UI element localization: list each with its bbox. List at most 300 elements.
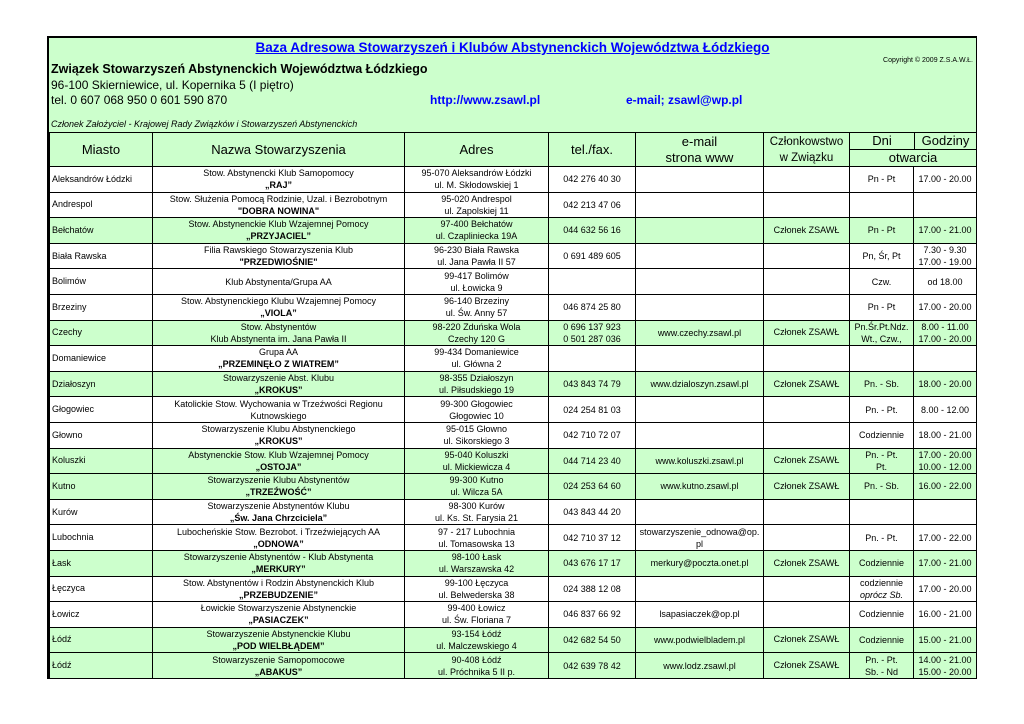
cell-line: 7.30 - 9.30 — [923, 245, 967, 256]
cell-line: 93-154 Łódź — [451, 628, 502, 639]
col-header-hours — [850, 133, 977, 167]
cell-days — [850, 397, 914, 423]
cell-line: Stow. Służenia Pomocą Rodzinie, Uzal. i Bezrobotnym — [169, 193, 388, 204]
cell-web[interactable] — [636, 346, 764, 372]
cell-membership: Członek ZSAWŁ — [764, 320, 850, 346]
cell-days — [850, 602, 914, 628]
cell-line: „KROKUS” — [254, 436, 303, 447]
cell-city: Łask — [50, 550, 153, 576]
cell-hours — [914, 448, 977, 474]
cell-line: 043 843 74 79 — [563, 379, 621, 390]
cell-line: 97-400 Bełchatów — [440, 219, 513, 230]
cell-line: Stow. Abstynencki Klub Samopomocy — [203, 168, 354, 179]
cell-membership: Członek ZSAWŁ — [764, 550, 850, 576]
cell-hours — [914, 167, 977, 193]
cell-city: Lubochnia — [50, 525, 153, 551]
cell-address — [405, 397, 549, 423]
cell-phone — [549, 192, 636, 218]
header-block — [49, 38, 976, 132]
cell-line: „KROKUS” — [254, 385, 303, 396]
cell-line: ul. Wilcza 5A — [450, 487, 503, 498]
cell-city: Bełchatów — [50, 218, 153, 244]
cell-line: 044 714 23 40 — [563, 455, 621, 466]
cell-hours — [914, 269, 977, 295]
cell-web[interactable] — [636, 397, 764, 423]
cell-line: 10.00 - 12.00 — [918, 461, 972, 472]
cell-membership — [764, 167, 850, 193]
cell-phone — [549, 550, 636, 576]
cell-line: lsapasiaczek@op.pl — [659, 609, 740, 620]
cell-line: 8.00 - 11.00 — [921, 321, 969, 332]
cell-hours — [914, 525, 977, 551]
cell-days — [850, 218, 914, 244]
cell-line: 16.00 - 21.00 — [918, 609, 972, 620]
cell-line: ul. Piłsudskiego 19 — [438, 385, 515, 396]
cell-membership — [764, 602, 850, 628]
table-row — [50, 550, 977, 576]
cell-phone — [549, 320, 636, 346]
cell-name — [153, 422, 405, 448]
spreadsheet — [47, 36, 977, 679]
cell-web[interactable] — [636, 167, 764, 193]
cell-phone — [549, 448, 636, 474]
cell-hours — [914, 397, 977, 423]
cell-days — [850, 422, 914, 448]
website-link[interactable]: http://www.zsawl.pl — [430, 93, 541, 107]
cell-days — [850, 294, 914, 320]
cell-days — [850, 192, 914, 218]
cell-hours — [914, 602, 977, 628]
cell-line: "PRZEDWIOŚNIE" — [239, 257, 318, 268]
table-row — [50, 346, 977, 372]
cell-line: www.podwielbladem.pl — [653, 634, 746, 645]
cell-days — [850, 474, 914, 500]
cell-address — [405, 320, 549, 346]
cell-line: 96-230 Biała Rawska — [433, 245, 520, 256]
col-header-days: Dni — [850, 133, 915, 149]
cell-line: Pn. - Sb. — [863, 379, 899, 390]
cell-line: 0 696 137 923 — [563, 321, 621, 332]
cell-line: 96-140 Brzeziny — [443, 296, 510, 307]
cell-address — [405, 576, 549, 602]
cell-phone — [549, 218, 636, 244]
cell-name — [153, 576, 405, 602]
cell-line: Lubocheńskie Stow. Bezrobot. i Trzeźwiejących AA — [176, 526, 381, 537]
table-row — [50, 627, 977, 653]
col-header-membership — [764, 133, 850, 167]
cell-line: 16.00 - 22.00 — [918, 481, 972, 492]
cell-line: ul. Malczewskiego 4 — [436, 640, 517, 651]
cell-city: Łódź — [50, 653, 153, 679]
cell-line: 17.00 - 20.00 — [918, 333, 972, 344]
table-row — [50, 653, 977, 679]
cell-line: 8.00 - 12.00 — [920, 404, 970, 415]
cell-days — [850, 499, 914, 525]
cell-line: Sb. - Nd — [864, 666, 898, 677]
col-header-opening: otwarcia — [888, 150, 938, 165]
cell-line: ul. M. Skłodowskiej 1 — [434, 180, 519, 191]
cell-line: Stowarzyszenie Klubu Abstynentów — [207, 475, 350, 486]
cell-name — [153, 653, 405, 679]
cell-line: ul. Główna 2 — [451, 359, 502, 370]
cell-line: 17.00 - 21.00 — [918, 558, 972, 569]
cell-web[interactable] — [636, 371, 764, 397]
cell-line: pl — [695, 538, 703, 549]
table-row — [50, 192, 977, 218]
cell-city: Domaniewice — [50, 346, 153, 372]
cell-line: 95-070 Aleksandrów Łódzki — [421, 168, 532, 179]
cell-address — [405, 525, 549, 551]
cell-line: „PRZEBUDZENIE” — [238, 589, 318, 600]
cell-line: 97 - 217 Lubochnia — [437, 526, 516, 537]
cell-line: „RAJ” — [264, 180, 292, 191]
cell-line: ul. Jana Pawła II 57 — [437, 257, 516, 268]
member-note: Członek Założyciel - Krajowej Rady Związków i Stowarzyszeń Abstynenckich — [51, 119, 358, 129]
cell-line: Stow. Abstynentów — [240, 321, 317, 332]
cell-phone — [549, 653, 636, 679]
cell-line: 14.00 - 21.00 — [918, 654, 972, 665]
cell-membership — [764, 525, 850, 551]
table-row — [50, 269, 977, 295]
cell-line: 042 276 40 30 — [563, 174, 621, 185]
cell-line: 95-040 Koluszki — [444, 449, 509, 460]
cell-line: www.czechy.zsawl.pl — [657, 327, 742, 338]
table-row — [50, 499, 977, 525]
cell-phone — [549, 576, 636, 602]
cell-name — [153, 627, 405, 653]
cell-address — [405, 269, 549, 295]
col-header-www-label: strona www — [665, 149, 734, 165]
cell-hours — [914, 576, 977, 602]
cell-address — [405, 294, 549, 320]
cell-address — [405, 602, 549, 628]
cell-line: 98-355 Działoszyn — [439, 373, 514, 384]
cell-line: ul. Łowicka 9 — [450, 282, 503, 293]
cell-phone — [549, 167, 636, 193]
cell-name — [153, 602, 405, 628]
cell-city: Biała Rawska — [50, 243, 153, 269]
table-row — [50, 525, 977, 551]
cell-line: 17.00 - 20.00 — [918, 449, 972, 460]
cell-membership — [764, 294, 850, 320]
cell-line: Katolickie Stow. Wychowania w Trzeźwości Regionu — [174, 398, 383, 409]
col-header-web — [636, 133, 764, 167]
cell-web[interactable] — [636, 269, 764, 295]
cell-line: 99-434 Domaniewice — [434, 347, 519, 358]
cell-line: 99-417 Bolimów — [444, 270, 509, 281]
cell-line: „PRZYJACIEL” — [245, 231, 311, 242]
cell-days — [850, 371, 914, 397]
organization-name: Związek Stowarzyszeń Abstynenckich Województwa Łódzkiego — [51, 62, 428, 76]
cell-web[interactable] — [636, 243, 764, 269]
organization-address: 96-100 Skierniewice, ul. Kopernika 5 (I piętro) — [51, 78, 294, 92]
cell-line: oprócz Sb. — [859, 589, 904, 600]
cell-name — [153, 320, 405, 346]
organization-phone: tel. 0 607 068 950 0 601 590 870 — [51, 93, 228, 107]
cell-line: 17.00 - 19.00 — [918, 257, 972, 268]
cell-web[interactable] — [636, 448, 764, 474]
cell-web[interactable] — [636, 550, 764, 576]
cell-days — [850, 550, 914, 576]
cell-line: ul. Warszawska 42 — [438, 564, 515, 575]
cell-line: 99-300 Głogowiec — [440, 398, 513, 409]
cell-line: „VIOLA” — [260, 308, 297, 319]
cell-web[interactable] — [636, 422, 764, 448]
cell-line: 024 388 12 08 — [563, 583, 621, 594]
cell-line: 17.00 - 20.00 — [918, 302, 972, 313]
cell-line: Stowarzyszenie Samopomocowe — [212, 654, 345, 665]
table-row — [50, 371, 977, 397]
cell-hours — [914, 294, 977, 320]
col-header-phone: tel./fax. — [549, 133, 636, 167]
cell-line: Pn - Pt — [867, 302, 896, 313]
cell-line: 0 691 489 605 — [563, 251, 621, 262]
cell-line: www.lodz.zsawl.pl — [663, 660, 736, 671]
cell-hours — [914, 218, 977, 244]
cell-line: www.dzialoszyn.zsawl.pl — [650, 379, 749, 390]
cell-hours — [914, 653, 977, 679]
table-row — [50, 397, 977, 423]
cell-line: www.kutno.zsawl.pl — [660, 481, 739, 492]
table-row — [50, 576, 977, 602]
cell-web[interactable] — [636, 653, 764, 679]
cell-hours — [914, 346, 977, 372]
cell-name — [153, 474, 405, 500]
cell-line: Klub Abstynenta/Grupa AA — [225, 276, 332, 287]
table-row — [50, 474, 977, 500]
cell-phone — [549, 525, 636, 551]
cell-phone — [549, 371, 636, 397]
table-row — [50, 167, 977, 193]
cell-address — [405, 499, 549, 525]
cell-city: Koluszki — [50, 448, 153, 474]
cell-line: 95-020 Andrespol — [441, 193, 512, 204]
cell-city: Kutno — [50, 474, 153, 500]
cell-city: Bolimów — [50, 269, 153, 295]
cell-membership — [764, 422, 850, 448]
cell-web[interactable] — [636, 525, 764, 551]
cell-line: Klub Abstynenta im. Jana Pawła II — [210, 333, 347, 344]
col-header-membership-label: Członkowstwo — [769, 135, 844, 148]
cell-line: 17.00 - 20.00 — [918, 583, 972, 594]
cell-line: „Św. Jana Chrzciciela” — [229, 513, 328, 524]
email-link[interactable]: e-mail; zsawl@wp.pl — [626, 93, 743, 107]
cell-membership — [764, 576, 850, 602]
cell-hours — [914, 192, 977, 218]
cell-address — [405, 627, 549, 653]
cell-line: Stowarzyszenie Abst. Klubu — [222, 373, 335, 384]
cell-line: ul. Zapolskiej 11 — [444, 205, 509, 216]
cell-name — [153, 192, 405, 218]
cell-line: 15.00 - 21.00 — [918, 634, 972, 645]
cell-line: Pn. - Pt. — [865, 532, 898, 543]
cell-days — [850, 243, 914, 269]
table-row — [50, 243, 977, 269]
cell-line: Kutnowskiego — [250, 410, 307, 421]
cell-web[interactable] — [636, 499, 764, 525]
cell-line: Abstynenckie Stow. Klub Wzajemnej Pomocy — [188, 449, 369, 460]
cell-line: 024 253 64 60 — [563, 481, 621, 492]
cell-line: 17.00 - 20.00 — [918, 174, 972, 185]
cell-membership: Członek ZSAWŁ — [764, 653, 850, 679]
cell-membership — [764, 346, 850, 372]
cell-line: od 18.00 — [927, 276, 963, 287]
cell-name — [153, 269, 405, 295]
cell-name — [153, 499, 405, 525]
cell-line: Pn, Śr, Pt — [862, 251, 901, 262]
cell-web[interactable] — [636, 294, 764, 320]
copyright: Copyright © 2009 Z.S.A.W.Ł. — [883, 57, 973, 64]
cell-line: Stowarzyszenie Abstynentów Klubu — [207, 501, 350, 512]
cell-name — [153, 167, 405, 193]
cell-line: Stow. Abstynenckie Klub Wzajemnej Pomocy — [188, 219, 369, 230]
cell-line: „ABAKUS” — [254, 666, 303, 677]
cell-name — [153, 371, 405, 397]
cell-line: ul. Sikorskiego 3 — [443, 436, 510, 447]
cell-name — [153, 448, 405, 474]
table-row — [50, 218, 977, 244]
cell-line: Stowarzyszenie Klubu Abstynenckiego — [201, 424, 356, 435]
cell-phone — [549, 346, 636, 372]
cell-line: 99-400 Łowicz — [447, 603, 506, 614]
cell-membership — [764, 243, 850, 269]
cell-membership: Członek ZSAWŁ — [764, 371, 850, 397]
cell-days — [850, 576, 914, 602]
cell-membership: Członek ZSAWŁ — [764, 474, 850, 500]
cell-city: Łęczyca — [50, 576, 153, 602]
cell-membership — [764, 499, 850, 525]
cell-city: Kurów — [50, 499, 153, 525]
cell-line: 042 639 78 42 — [563, 660, 621, 671]
cell-line: 046 874 25 80 — [563, 302, 621, 313]
cell-phone — [549, 397, 636, 423]
cell-line: 17.00 - 22.00 — [918, 532, 972, 543]
cell-line: Codziennie — [858, 634, 905, 645]
page-title[interactable]: Baza Adresowa Stowarzyszeń i Klubów Abstynenckich Województwa Łódzkiego — [255, 40, 770, 55]
cell-city: Działoszyn — [50, 371, 153, 397]
cell-hours — [914, 499, 977, 525]
cell-line: ul. Św. Floriana 7 — [441, 615, 512, 626]
cell-line: 18.00 - 20.00 — [918, 379, 972, 390]
cell-line: 99-300 Kutno — [449, 475, 504, 486]
table-row — [50, 422, 977, 448]
cell-address — [405, 653, 549, 679]
cell-line: 044 632 56 16 — [563, 225, 621, 236]
cell-address — [405, 550, 549, 576]
cell-hours — [914, 627, 977, 653]
cell-hours — [914, 371, 977, 397]
cell-line: 042 213 47 06 — [563, 199, 621, 210]
cell-hours — [914, 422, 977, 448]
cell-line: codziennie — [859, 577, 904, 588]
cell-hours — [914, 474, 977, 500]
cell-line: Pn.Śr.Pt.Ndz. — [854, 321, 909, 332]
col-header-email-label: e-mail — [681, 133, 718, 149]
col-header-union-label: w Związku — [779, 151, 834, 164]
cell-city: Brzeziny — [50, 294, 153, 320]
cell-line: Stow. Abstynentów i Rodzin Abstynenckich Klub — [182, 577, 375, 588]
cell-line: Stowarzyszenie Abstynentów - Klub Abstynenta — [183, 552, 374, 563]
cell-line: Codziennie — [858, 609, 905, 620]
cell-phone — [549, 243, 636, 269]
cell-hours — [914, 320, 977, 346]
cell-line: 043 843 44 20 — [563, 507, 621, 518]
cell-web[interactable] — [636, 192, 764, 218]
cell-line: Czechy 120 G — [447, 333, 506, 344]
cell-web[interactable] — [636, 474, 764, 500]
cell-line: „MERKURY” — [251, 564, 306, 575]
cell-days — [850, 525, 914, 551]
cell-name — [153, 525, 405, 551]
clubs-table — [49, 132, 977, 679]
cell-web[interactable] — [636, 627, 764, 653]
cell-line: „ODNOWA” — [253, 538, 304, 549]
cell-line: ul. Mickiewicza 4 — [442, 461, 511, 472]
contact-line — [49, 93, 976, 108]
cell-name — [153, 243, 405, 269]
cell-web[interactable] — [636, 602, 764, 628]
cell-address — [405, 474, 549, 500]
cell-phone — [549, 474, 636, 500]
cell-address — [405, 346, 549, 372]
table-row — [50, 320, 977, 346]
cell-phone — [549, 422, 636, 448]
cell-line: 95-015 Głowno — [445, 424, 508, 435]
cell-line: stowarzyszenie_odnowa@op. — [639, 526, 760, 537]
cell-membership — [764, 192, 850, 218]
header-row — [50, 133, 977, 167]
cell-membership: Członek ZSAWŁ — [764, 218, 850, 244]
table-row — [50, 602, 977, 628]
cell-line: 15.00 - 20.00 — [918, 666, 972, 677]
cell-line: ul. Belwederska 38 — [438, 589, 515, 600]
cell-line: „PRZEMINĘŁO Z WIATREM” — [218, 359, 339, 370]
cell-line: Pn. - Pt. — [865, 449, 898, 460]
cell-line: Wt., Czw., — [861, 333, 902, 344]
cell-name — [153, 550, 405, 576]
cell-line: Głogowiec 10 — [449, 410, 504, 421]
cell-web[interactable] — [636, 576, 764, 602]
cell-line: 042 710 72 07 — [563, 430, 621, 441]
cell-address — [405, 192, 549, 218]
cell-membership — [764, 397, 850, 423]
cell-line: Stowarzyszenie Abstynenckie Klubu — [206, 628, 351, 639]
cell-line: 043 676 17 17 — [563, 558, 621, 569]
cell-address — [405, 167, 549, 193]
cell-hours — [914, 550, 977, 576]
cell-line: Stow. Abstynenckiego Klubu Wzajemnej Pomocy — [180, 296, 377, 307]
cell-line: Łowickie Stowarzyszenie Abstynenckie — [200, 603, 357, 614]
cell-line: ul. Ks. St. Farysia 21 — [434, 513, 519, 524]
cell-phone — [549, 627, 636, 653]
cell-phone — [549, 602, 636, 628]
cell-line: 18.00 - 21.00 — [918, 430, 972, 441]
cell-name — [153, 397, 405, 423]
cell-line: Codziennie — [858, 430, 905, 441]
cell-line: 17.00 - 21.00 — [918, 225, 972, 236]
cell-line: Pn - Pt — [867, 174, 896, 185]
cell-line: „OSTOJA” — [255, 461, 302, 472]
cell-city: Głogowiec — [50, 397, 153, 423]
cell-city: Andrespol — [50, 192, 153, 218]
cell-web[interactable] — [636, 320, 764, 346]
cell-web[interactable] — [636, 218, 764, 244]
cell-phone — [549, 499, 636, 525]
cell-line: 98-300 Kurów — [448, 501, 505, 512]
cell-line: ul. Próchnika 5 II p. — [437, 666, 516, 677]
cell-name — [153, 346, 405, 372]
cell-line: 042 710 37 12 — [563, 532, 621, 543]
